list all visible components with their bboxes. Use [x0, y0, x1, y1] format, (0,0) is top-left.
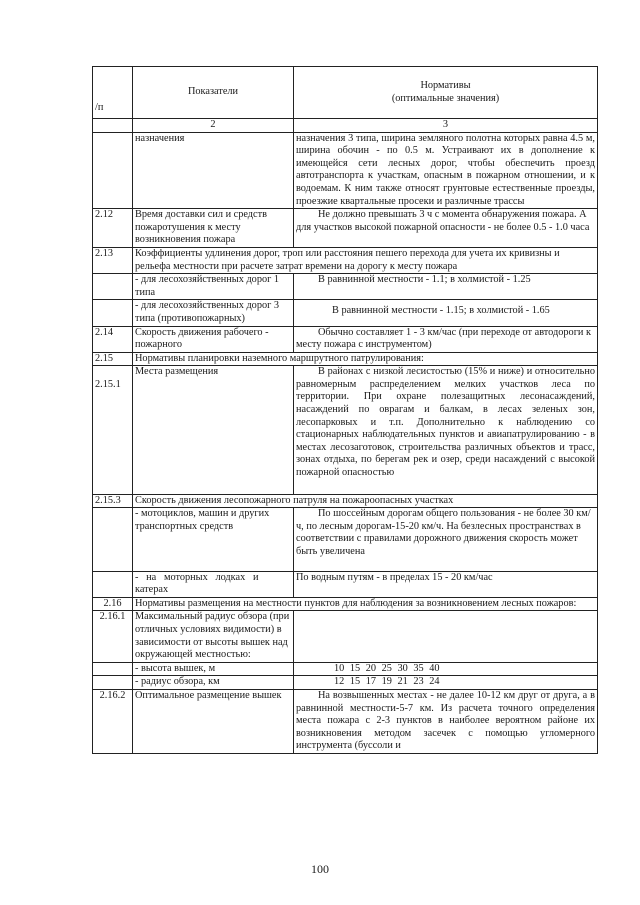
sub-col-3: 3: [294, 119, 598, 133]
row-norm: По шоссейным дорогам общего пользования - не более 30 км/ч, по лесным дорогам-15-20 км/ч. На безлесных пространствах в соответствии с правилами дорожного движения скорость может быть увеличена: [294, 508, 598, 571]
row-section-title: Нормативы размещения на местности пунктов для наблюдения за возникновением лесных пожаров:: [133, 597, 598, 611]
norms-table: [92, 66, 598, 754]
table-row: [93, 571, 598, 597]
header-row: [93, 67, 598, 119]
row-number: 2.16.2: [93, 689, 133, 753]
table-row: [93, 274, 598, 300]
row-section-title: Коэффициенты удлинения дорог, троп или расстояния пешего перехода для учета их кривизны и рельефа местности при расчете затрат времени на дорогу к месту пожара: [133, 247, 598, 273]
row-number: 2.15: [93, 352, 133, 366]
row-norm: назначения 3 типа, ширина земляного полотна которых равна 4.5 м, ширина обочин - по 0.5 м. Устраивают их в дополнение к имеющейся сети лесных дорог, чтобы обеспечить проезд автотранспорта к участкам, опасным в пожарном отношении, и к водоемам. К ним также относят грунтовые естественные проезды, проезжие квартальные просеки и различные трассы: [294, 132, 598, 209]
row-indicator: - для лесохозяйственных дорог 3 типа (противопожарных): [133, 300, 294, 326]
table-row: [93, 366, 598, 494]
row-number: 2.13: [93, 247, 133, 273]
row-indicator: - на моторных лодках и катерах: [133, 571, 294, 597]
col-norms-header: [294, 67, 598, 119]
row-indicator: - высота вышек, м: [133, 662, 294, 676]
row-indicator: назначения: [133, 132, 294, 209]
row-indicator: - мотоциклов, машин и других транспортных средств: [133, 508, 294, 571]
row-indicator: - радиус обзора, км: [133, 676, 294, 690]
row-indicator: - для лесохозяйственных дорог 1 типа: [133, 274, 294, 300]
page-number: 100: [311, 862, 329, 876]
table-row: [93, 132, 598, 209]
subheader-row: [93, 119, 598, 133]
col-num-header: /п: [93, 67, 133, 119]
sub-col-2: 2: [133, 119, 294, 133]
row-section-title: Скорость движения лесопожарного патруля на пожароопасных участках: [133, 494, 598, 508]
col-norms-title: Нормативы: [420, 79, 471, 91]
row-indicator: Время доставки сил и средств пожаротушения к месту возникновения пожара: [133, 209, 294, 248]
row-indicator: Оптимальное размещение вышек: [133, 689, 294, 753]
row-indicator: Скорость движения рабочего - пожарного: [133, 326, 294, 352]
row-norm: 12 15 17 19 21 23 24: [294, 676, 598, 690]
row-number: 2.12: [93, 209, 133, 248]
table-row: [93, 300, 598, 326]
table-row: [93, 209, 598, 248]
row-norm: Не должно превышать 3 ч с момента обнаружения пожара. А для участков высокой пожарной опасности - не более 0.5 - 1.0 часа: [294, 209, 598, 248]
row-norm: На возвышенных местах - не далее 10-12 км друг от друга, а в равнинной местности-5-7 км. Из расчета точного определения места пожара с 2-3 пунктов в наиболее вероятном районе их возникновения методом засечек с помощью угломерного инструмента (буссоли и: [294, 689, 598, 753]
row-number: 2.15.3: [93, 494, 133, 508]
table-row: [93, 611, 598, 662]
table-row: [93, 494, 598, 508]
row-norm: В районах с низкой лесистостью (15% и ниже) и относительно равномерным распределением мелких участков леса по территории. При охране полезащитных лесонасаждений, насаждений по оврагам и балкам, в лесах зеленых зон, лесопарковых и т.п. Дополнительно к наблюдению со стационарных наблюдательных пунктов и авиапатрулированию - в местах лесозаготовок, строительства различных объектов и трасс, зонах отдыха, по берегам рек и озер, среди насаждений с высокой пожарной опасностью: [294, 366, 598, 494]
row-number: 2.16.1: [93, 611, 133, 662]
table-row: [93, 247, 598, 273]
table-row: [93, 676, 598, 690]
table-row: [93, 597, 598, 611]
col-norms-subtitle: (оптимальные значения): [391, 92, 500, 104]
col-indicator-header: Показатели: [133, 67, 294, 119]
row-indicator: Максимальный радиус обзора (при отличных условиях видимости) в зависимости от высоты вышек над окружающей местностью:: [133, 611, 294, 662]
row-number: 2.14: [93, 326, 133, 352]
row-norm: Обычно составляет 1 - 3 км/час (при переходе от автодороги к месту пожара с инструментом): [294, 326, 598, 352]
table-row: [93, 326, 598, 352]
row-norm: В равнинной местности - 1.1; в холмистой - 1.25: [294, 274, 598, 300]
row-section-title: Нормативы планировки наземного маршрутного патрулирования:: [133, 352, 598, 366]
row-norm: По водным путям - в пределах 15 - 20 км/час: [294, 571, 598, 597]
row-norm: В равнинной местности - 1.15; в холмистой - 1.65: [294, 300, 598, 326]
table-row: [93, 352, 598, 366]
row-indicator: Места размещения: [133, 366, 294, 494]
table-row: [93, 508, 598, 571]
row-norm: 10 15 20 25 30 35 40: [294, 662, 598, 676]
table-row: [93, 689, 598, 753]
row-number: 2.16: [93, 597, 133, 611]
table-row: [93, 662, 598, 676]
row-number: 2.15.1: [93, 366, 133, 494]
document-page: [92, 66, 597, 754]
